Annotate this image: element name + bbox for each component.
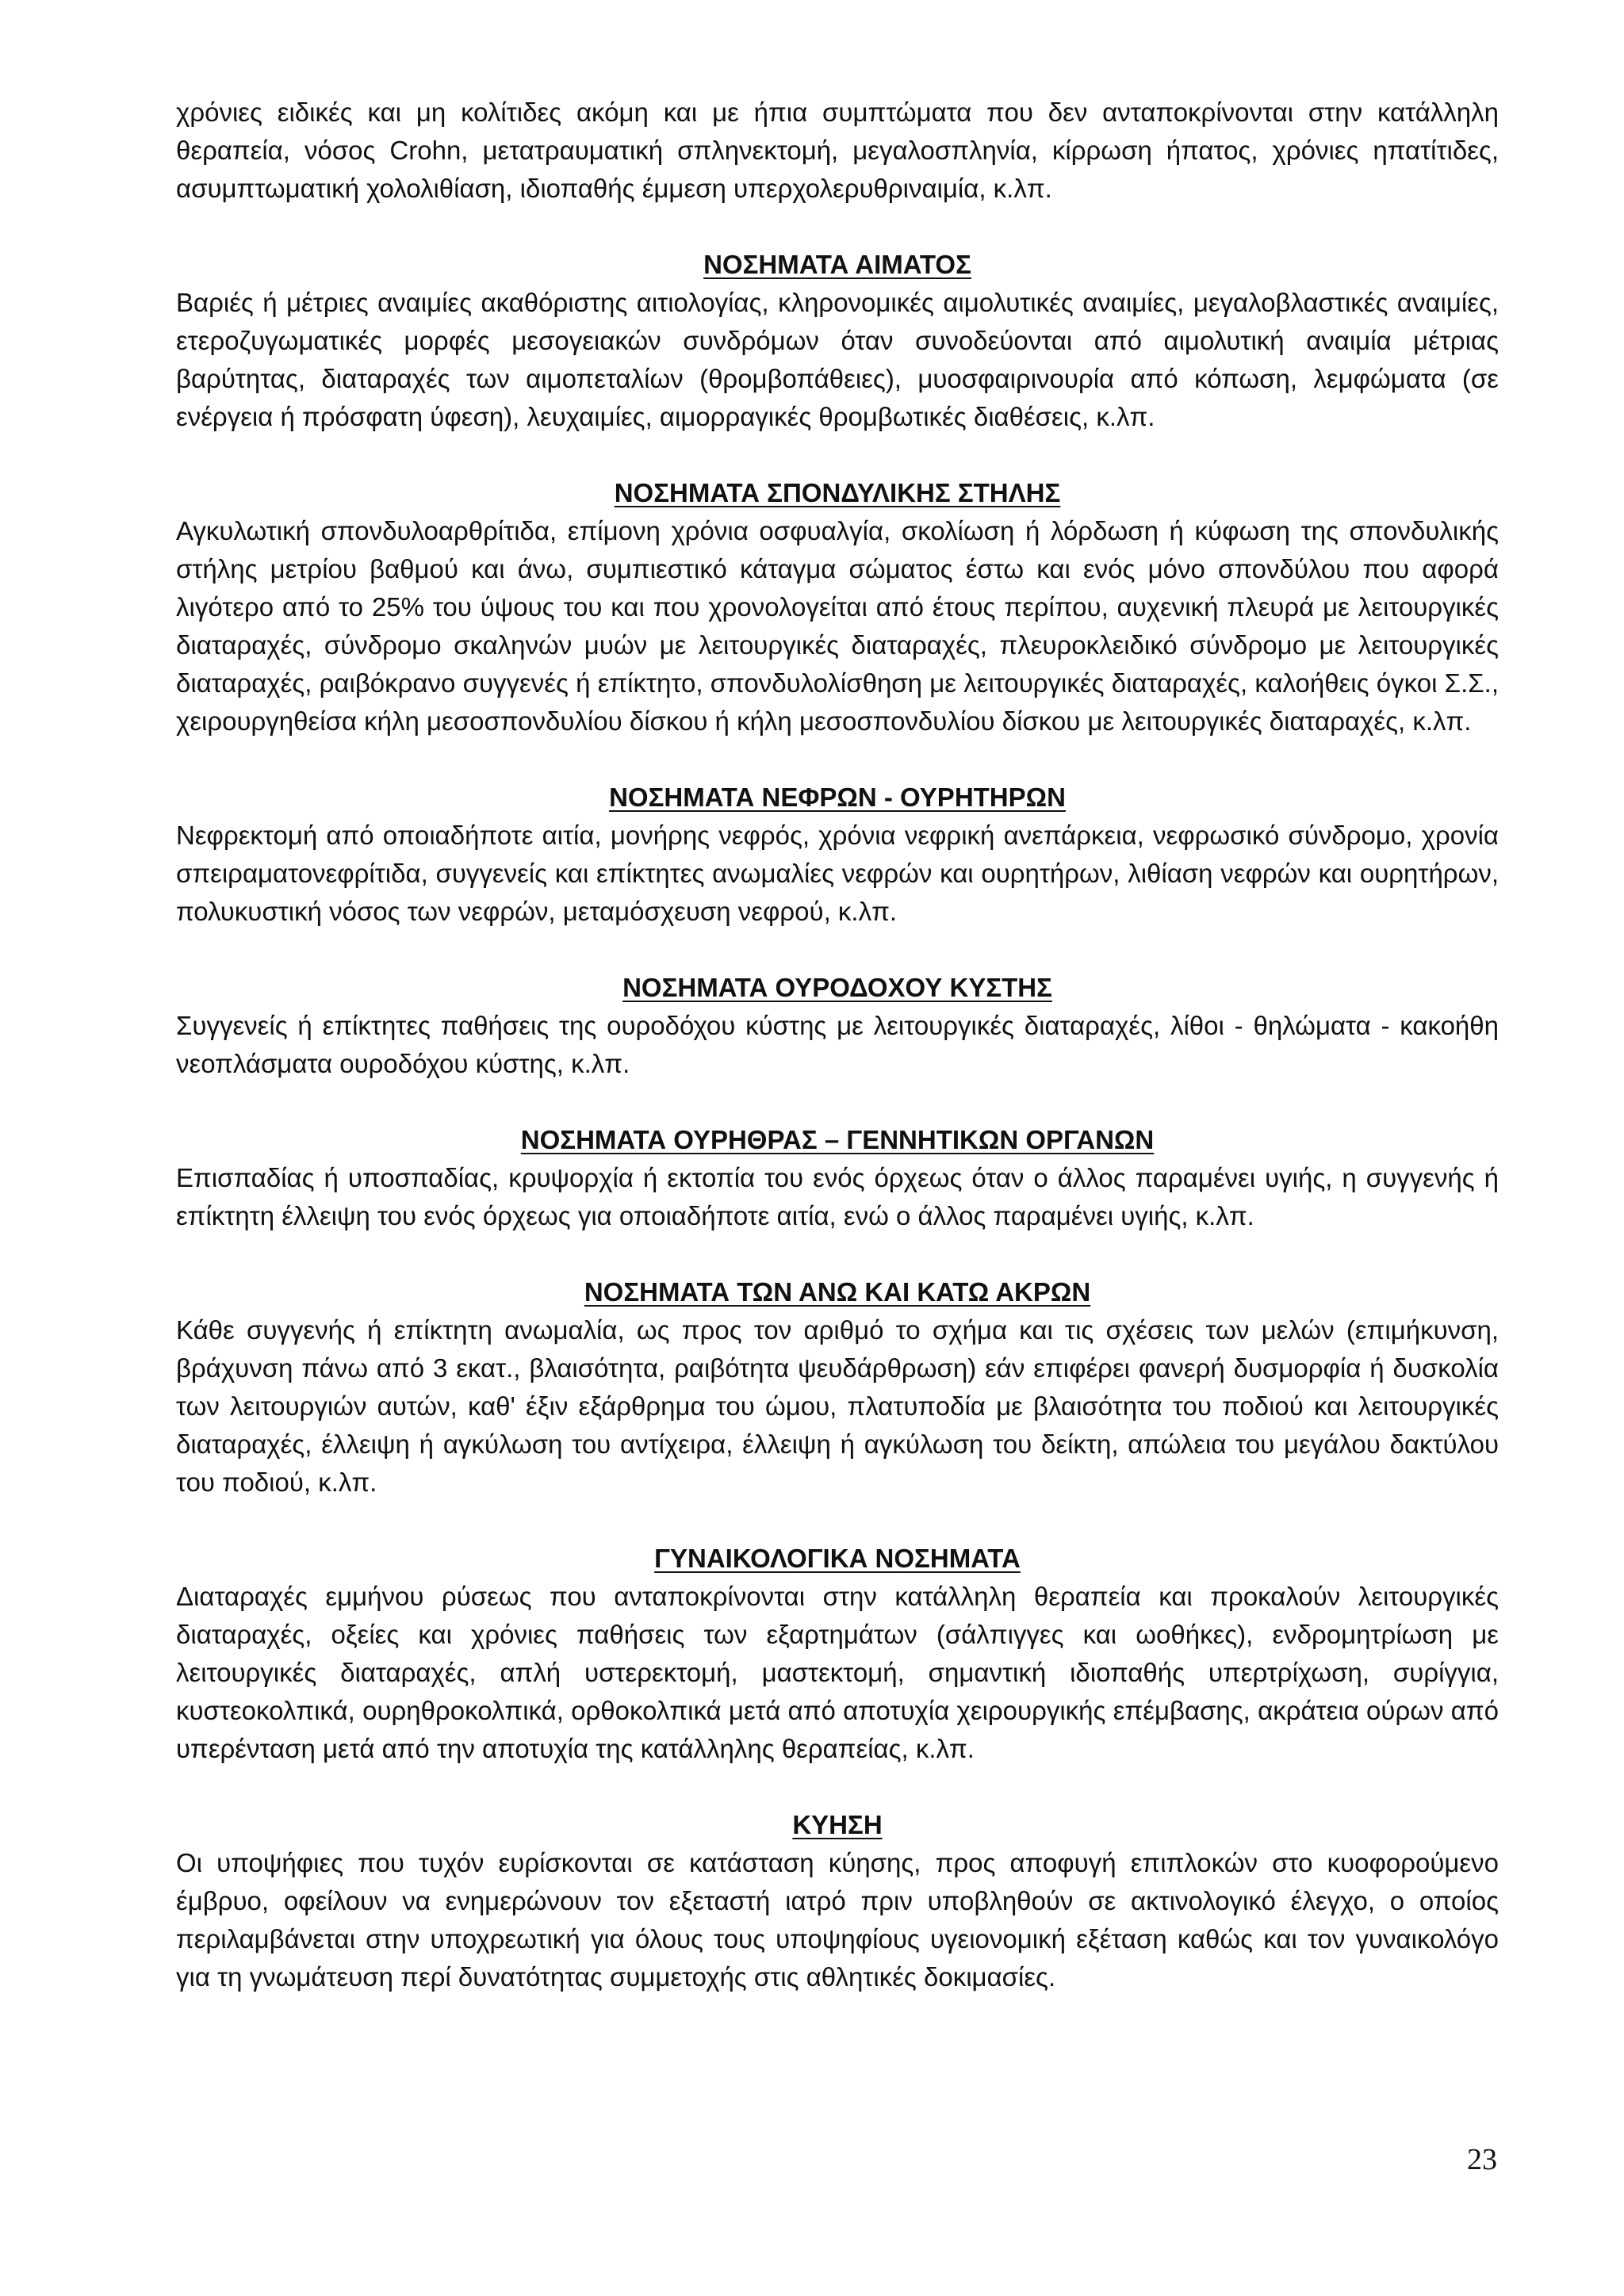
intro-paragraph: χρόνιες ειδικές και μη κολίτιδες ακόμη και με ήπια συμπτώματα που δεν ανταποκρίνονται στην κατάλληλη θεραπεία, νόσος Crohn, μετατραυματική σπληνεκτομή, μεγαλοσπληνία, κίρρωση ήπατος, χρόνιες ηπατίτιδες, ασυμπτωματική χολολιθίαση, ιδιοπαθής έμμεση υπερχολερυθριναιμία, κ.λπ. <box>176 98 1499 203</box>
page-number: 23 <box>1467 2143 1497 2176</box>
section-kidney-ureter-diseases <box>176 779 1499 931</box>
section-heading: ΝΟΣΗΜΑΤΑ ΝΕΦΡΩΝ - ΟΥΡΗΤΗΡΩΝ <box>609 783 1066 812</box>
section-body: Αγκυλωτική σπονδυλοαρθρίτιδα, επίμονη χρόνια οσφυαλγία, σκολίωση ή λόρδωση ή κύφωση της σπονδυλικής στήλης μετρίου βαθμού και άνω, συμπιεστικό κάταγμα σώματος έστω και ενός μόνο σπονδύλου που αφορά λιγότερο από το 25% του ύψους του και που χρονολογείται από έτους περίπου, αυχενική πλευρά με λειτουργικές διαταραχές, σύνδρομο σκαληνών μυών με λειτουργικές διαταραχές, πλευροκλειδικό σύνδρομο με λειτουργικές διαταραχές, ραιβόκρανο συγγενές ή επίκτητο, σπονδυλολίσθηση με λειτουργικές διαταραχές, καλοήθεις όγκοι Σ.Σ., χειρουργηθείσα κήλη μεσοσπονδυλίου δίσκου ή κήλη μεσοσπονδυλίου δίσκου με λειτουργικές διαταραχές, κ.λπ. <box>176 516 1499 736</box>
section-blood-diseases <box>176 246 1499 436</box>
section-spine-diseases <box>176 474 1499 740</box>
section-urethra-genital-diseases <box>176 1121 1499 1235</box>
document-page <box>176 94 1499 1996</box>
section-pregnancy <box>176 1806 1499 1996</box>
section-body: Επισπαδίας ή υποσπαδίας, κρυψορχία ή εκτοπία του ενός όρχεως όταν ο άλλος παραμένει υγιής, η συγγενής ή επίκτητη έλλειψη του ενός όρχεως για οποιαδήποτε αιτία, ενώ ο άλλος παραμένει υγιής, κ.λπ. <box>176 1163 1499 1230</box>
section-heading: ΝΟΣΗΜΑΤΑ ΟΥΡΗΘΡΑΣ – ΓΕΝΝΗΤΙΚΩΝ ΟΡΓΑΝΩΝ <box>520 1125 1155 1154</box>
section-body: Οι υποψήφιες που τυχόν ευρίσκονται σε κατάσταση κύησης, προς αποφυγή επιπλοκών στο κυοφορούμενο έμβρυο, οφείλουν να ενημερώνουν τον εξεταστή ιατρό πριν υποβληθούν σε ακτινολογικό έλεγχο, ο οποίος περιλαμβάνεται στην υποχρεωτική για όλους τους υποψηφίους υγειονομική εξέταση καθώς και τον γυναικολόγο για τη γνωμάτευση περί δυνατότητας συμμετοχής στις αθλητικές δοκιμασίες. <box>176 1848 1499 1992</box>
section-body: Βαριές ή μέτριες αναιμίες ακαθόριστης αιτιολογίας, κληρονομικές αιμολυτικές αναιμίες, μεγαλοβλαστικές αναιμίες, ετεροζυγωματικές μορφές μεσογειακών συνδρόμων όταν συνοδεύονται από αιμολυτική αναιμία μέτριας βαρύτητας, διαταραχές των αιμοπεταλίων (θρομβοπάθειες), μυοσφαιρινουρία από κόπωση, λεμφώματα (σε ενέργεια ή πρόσφατη ύφεση), λευχαιμίες, αιμορραγικές θρομβωτικές διαθέσεις, κ.λπ. <box>176 288 1499 431</box>
section-heading: ΝΟΣΗΜΑΤΑ ΣΠΟΝΔΥΛΙΚΗΣ ΣΤΗΛΗΣ <box>614 478 1061 507</box>
section-body: Συγγενείς ή επίκτητες παθήσεις της ουροδόχου κύστης με λειτουργικές διαταραχές, λίθοι - θηλώματα - κακοήθη νεοπλάσματα ουροδόχου κύστης, κ.λπ. <box>176 1011 1499 1078</box>
section-bladder-diseases <box>176 969 1499 1083</box>
section-limb-diseases <box>176 1273 1499 1502</box>
section-heading: ΚΥΗΣΗ <box>792 1810 883 1839</box>
section-gynecological-diseases <box>176 1540 1499 1768</box>
section-heading: ΝΟΣΗΜΑΤΑ ΑΙΜΑΤΟΣ <box>703 250 971 279</box>
section-body: Κάθε συγγενής ή επίκτητη ανωμαλία, ως προς τον αριθμό το σχήμα και τις σχέσεις των μελών (επιμήκυνση, βράχυνση πάνω από 3 εκατ., βλαισότητα, ραιβότητα ψευδάρθρωση) εάν επιφέρει φανερή δυσμορφία ή δυσκολία των λειτουργιών αυτών, καθ' έξιν εξάρθρημα του ώμου, πλατυποδία με βλαισότητα του ποδιού και λειτουργικές διαταραχές, έλλειψη ή αγκύλωση του αντίχειρα, έλλειψη ή αγκύλωση του δείκτη, απώλεια του μεγάλου δακτύλου του ποδιού, κ.λπ. <box>176 1315 1499 1497</box>
section-heading: ΝΟΣΗΜΑΤΑ ΟΥΡΟΔΟΧΟΥ ΚΥΣΤΗΣ <box>622 973 1052 1002</box>
section-body: Διαταραχές εμμήνου ρύσεως που ανταποκρίνονται στην κατάλληλη θεραπεία και προκαλούν λειτουργικές διαταραχές, οξείες και χρόνιες παθήσεις των εξαρτημάτων (σάλπιγγες και ωοθήκες), ενδρομητρίωση με λειτουργικές διαταραχές, απλή υστερεκτομή, μαστεκτομή, σημαντική ιδιοπαθής υπερτρίχωση, συρίγγια, κυστεοκολπικά, ουρηθροκολπικά, ορθοκολπικά μετά από αποτυχία χειρουργικής επέμβασης, ακράτεια ούρων από υπερένταση μετά από την αποτυχία της κατάλληλης θεραπείας, κ.λπ. <box>176 1582 1499 1763</box>
section-body: Νεφρεκτομή από οποιαδήποτε αιτία, μονήρης νεφρός, χρόνια νεφρική ανεπάρκεια, νεφρωσικό σύνδρομο, χρονία σπειραματονεφρίτιδα, συγγενείς και επίκτητες ανωμαλίες νεφρών και ουρητήρων, λιθίαση νεφρών και ουρητήρων, πολυκυστική νόσος των νεφρών, μεταμόσχευση νεφρού, κ.λπ. <box>176 821 1499 926</box>
section-heading: ΓΥΝΑΙΚΟΛΟΓΙΚΑ ΝΟΣΗΜΑΤΑ <box>654 1544 1021 1573</box>
section-heading: ΝΟΣΗΜΑΤΑ ΤΩΝ ΑΝΩ ΚΑΙ ΚΑΤΩ ΑΚΡΩΝ <box>584 1277 1091 1307</box>
